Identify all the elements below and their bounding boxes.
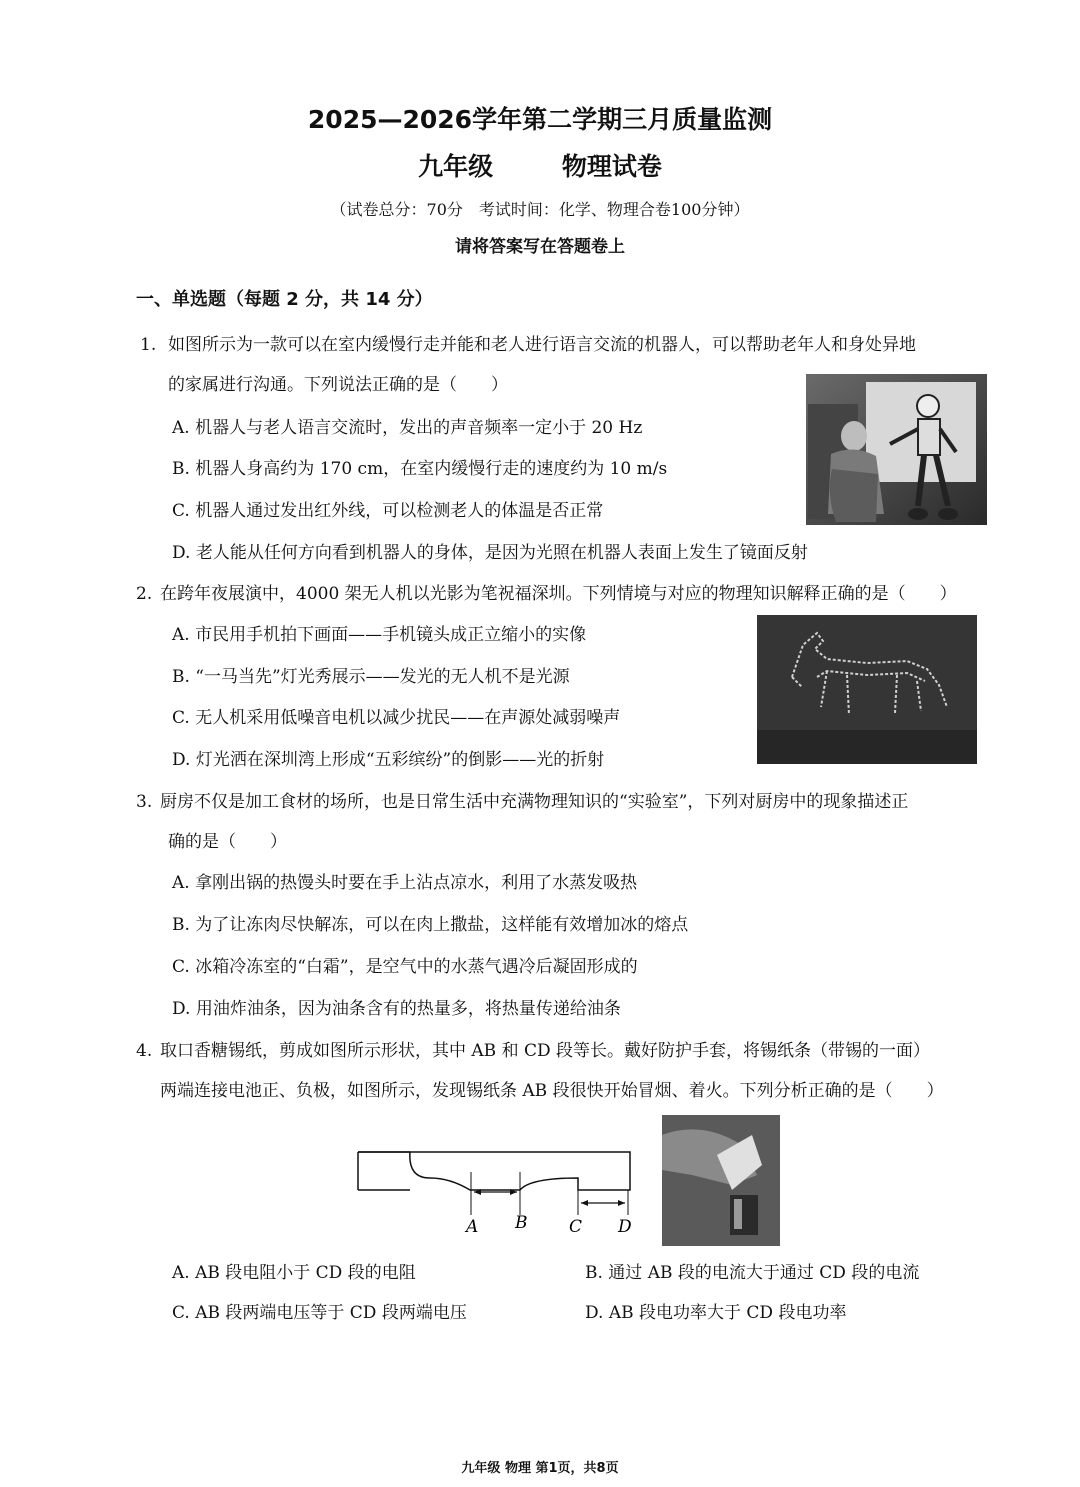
diagram-label-b: B	[515, 1213, 528, 1233]
question-number: 2.	[136, 584, 153, 604]
option-b: B. 机器人身高约为 170 cm，在室内缓慢行走的速度约为 10 m/s	[172, 459, 668, 479]
answer-notice: 请将答案写在答题卷上	[455, 237, 625, 257]
option-b: B. 为了让冻肉尽快解冻，可以在肉上撒盐，这样能有效增加冰的熔点	[172, 915, 689, 935]
option-c: C. AB 段两端电压等于 CD 段两端电压	[172, 1303, 467, 1323]
question-number: 4.	[136, 1041, 153, 1061]
question-text: 两端连接电池正、负极，如图所示，发现锡纸条 AB 段很快开始冒烟、着火。下列分析正确的是（ ）	[160, 1081, 944, 1101]
question-number: 1.	[140, 335, 157, 355]
question-text: 如图所示为一款可以在室内缓慢行走并能和老人进行语言交流的机器人，可以帮助老年人和身处异地	[168, 335, 916, 355]
diagram-label-d: D	[618, 1217, 632, 1237]
diagram-label-c: C	[569, 1217, 583, 1237]
question-text: 的家属进行沟通。下列说法正确的是（ ）	[168, 375, 508, 395]
exam-title: 2025—2026学年第二学期三月质量监测	[307, 105, 773, 134]
question-text: 在跨年夜展演中，4000 架无人机以光影为笔祝福深圳。下列情境与对应的物理知识解释正确的是（ ）	[160, 584, 957, 604]
option-a: A. 机器人与老人语言交流时，发出的声音频率一定小于 20 Hz	[172, 418, 643, 438]
option-d: D. AB 段电功率大于 CD 段电功率	[585, 1303, 847, 1323]
option-d: D. 老人能从任何方向看到机器人的身体，是因为光照在机器人表面上发生了镜面反射	[172, 543, 808, 563]
option-a: A. 市民用手机拍下画面——手机镜头成正立缩小的实像	[172, 625, 587, 645]
option-d: D. 灯光洒在深圳湾上形成“五彩缤纷”的倒影——光的折射	[172, 750, 605, 770]
grade-label: 九年级	[418, 152, 494, 181]
section-title: 一、单选题（每题 2 分，共 14 分）	[136, 289, 433, 310]
option-d: D. 用油炸油条，因为油条含有的热量多，将热量传递给油条	[172, 999, 621, 1019]
question-text: 确的是（ ）	[168, 832, 287, 852]
question-text: 厨房不仅是加工食材的场所，也是日常生活中充满物理知识的“实验室”，下列对厨房中的现象描述正	[160, 792, 909, 812]
diagram-label-a: A	[466, 1217, 479, 1237]
tin-foil-experiment-photo	[662, 1115, 780, 1246]
subject-label: 物理试卷	[561, 152, 662, 181]
exam-subtitle	[0, 147, 1080, 183]
question-text: 取口香糖锡纸，剪成如图所示形状，其中 AB 和 CD 段等长。戴好防护手套，将锡纸条（带锡的一面）	[160, 1041, 931, 1061]
tin-foil-diagram	[350, 1140, 640, 1240]
option-b: B. “一马当先”灯光秀展示——发光的无人机不是光源	[172, 667, 570, 687]
option-c: C. 无人机采用低噪音电机以减少扰民——在声源处减弱噪声	[172, 708, 621, 728]
drone-horse-photo	[757, 615, 977, 764]
option-a: A. AB 段电阻小于 CD 段的电阻	[172, 1263, 416, 1283]
robot-elderly-photo	[806, 374, 987, 525]
question-number: 3.	[136, 792, 153, 812]
option-a: A. 拿刚出锅的热馒头时要在手上沾点凉水，利用了水蒸发吸热	[172, 873, 638, 893]
page-footer: 九年级 物理 第1页，共8页	[461, 1461, 619, 1476]
option-c: C. 冰箱冷冻室的“白霜”，是空气中的水蒸气遇冷后凝固形成的	[172, 957, 638, 977]
option-c: C. 机器人通过发出红外线，可以检测老人的体温是否正常	[172, 501, 604, 521]
exam-meta: （试卷总分：70分 考试时间：化学、物理合卷100分钟）	[330, 200, 750, 219]
option-b: B. 通过 AB 段的电流大于通过 CD 段的电流	[585, 1263, 920, 1283]
